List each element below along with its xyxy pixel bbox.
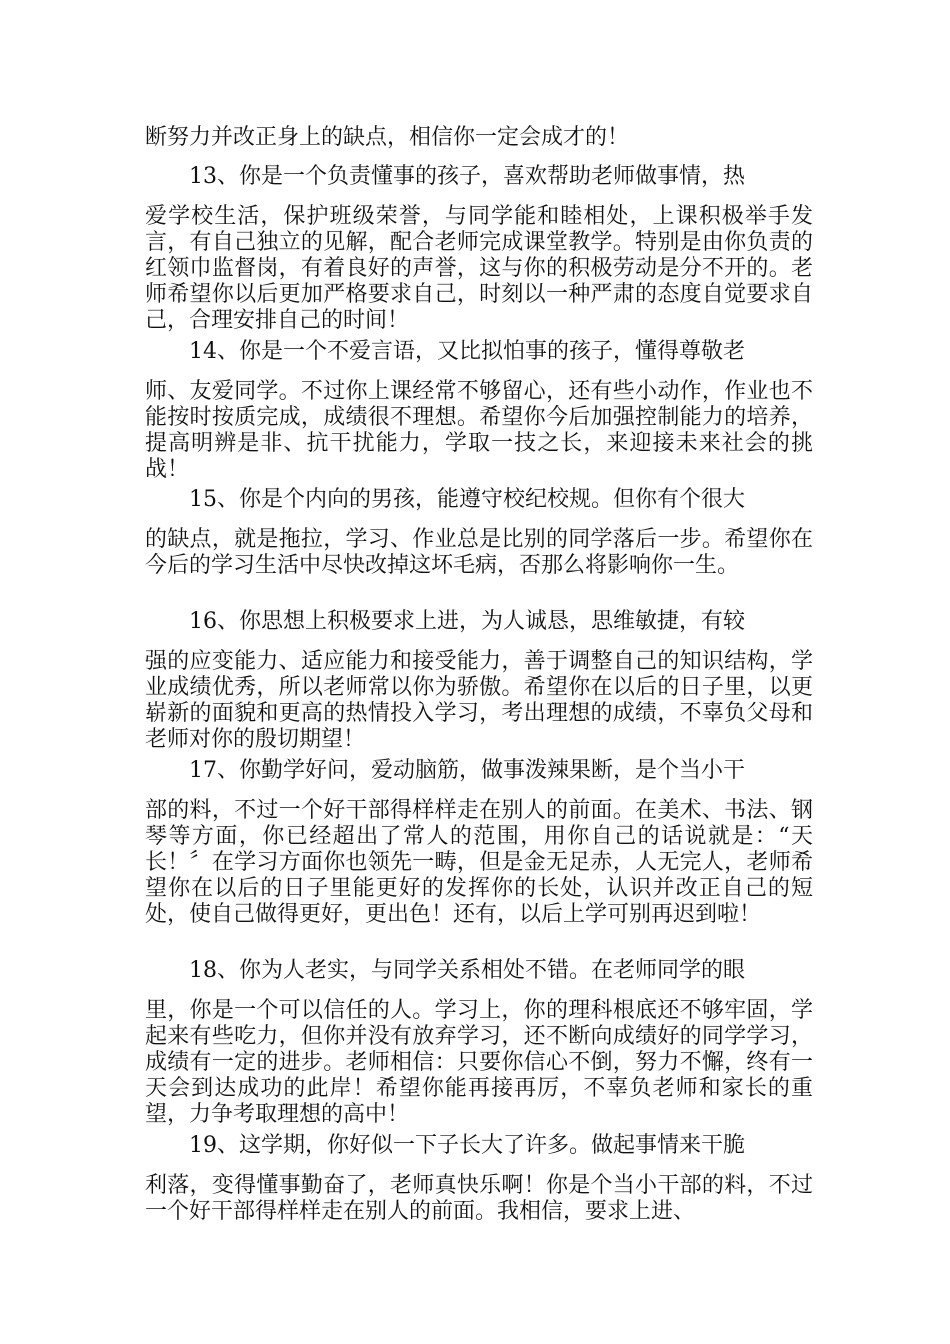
- paragraph-first-line: 18、你为人老实，与同学关系相处不错。在老师同学的眼: [189, 958, 745, 983]
- paragraph-body: 师、友爱同学。不过你上课经常不够留心，还有些小动作，作业也不能按时按质完成，成绩很不理想。希望你今后加强控制能力的培养，提高明辨是非、抗干扰能力，学取一技之长，来迎接未来社会的挑战！: [145, 379, 813, 482]
- paragraph-19: [145, 1131, 813, 1225]
- paragraph-15: [145, 485, 813, 579]
- paragraph-body: 强的应变能力、适应能力和接受能力，善于调整自己的知识结构，学业成绩优秀，所以老师常以你为骄傲。希望你在以后的日子里，以更崭新的面貌和更高的热情投入学习，考出理想的成绩，不辜负父母和老师对你的殷切期望！: [145, 649, 813, 752]
- paragraph-body: 利落，变得懂事勤奋了，老师真快乐啊！你是个当小干部的料，不过一个好干部得样样走在别人的前面。我相信，要求上进、: [145, 1173, 813, 1224]
- paragraph-first-line: 19、这学期，你好似一下子长大了许多。做起事情来干脆: [189, 1133, 745, 1158]
- paragraph-body: 爱学校生活，保护班级荣誉，与同学能和睦相处，上课积极举手发言，有自己独立的见解，配合老师完成课堂教学。特别是由你负责的红领巾监督岗，有着良好的声誉，这与你的积极劳动是分不开的。老师希望你以后更加严格要求自己，时刻以一种严肃的态度自觉要求自己，合理安排自己的时间！: [145, 204, 813, 333]
- paragraph-first-line: 17、你勤学好问，爱动脑筋，做事泼辣果断，是个当小干: [189, 758, 745, 783]
- paragraph-body: 部的料，不过一个好干部得样样走在别人的前面。在美术、书法、钢琴等方面，你已经超出了常人的范围，用你自己的话说就是：“天长！〞在学习方面你也领先一畴，但是金无足赤，人无完人，老师希望你在以后的日子里能更好的发挥你的长处，认识并改正自己的短处，使自己做得更好，更出色！还有，以后上学可别再迟到啦！: [145, 798, 813, 927]
- paragraph-body: 里，你是一个可以信任的人。学习上，你的理科根底还不够牢固，学起来有些吃力，但你并没有放弃学习，还不断向成绩好的同学学习，成绩有一定的进步。老师相信：只要你信心不倒，努力不懈，终有一天会到达成功的此岸！希望你能再接再厉，不辜负老师和家长的重望，力争考取理想的高中！: [145, 998, 813, 1127]
- continuation-line: 断努力并改正身上的缺点，相信你一定会成才的！: [145, 125, 630, 150]
- paragraph-first-line: 13、你是一个负责懂事的孩子，喜欢帮助老师做事情，热: [189, 164, 745, 189]
- paragraph-13: [145, 162, 813, 334]
- paragraph-first-line: 15、你是个内向的男孩，能遵守校纪校规。但你有个很大: [189, 487, 745, 512]
- continuation-paragraph: [145, 123, 813, 152]
- paragraph-18: [145, 956, 813, 1128]
- paragraph-body: 的缺点，就是拖拉，学习、作业总是比别的同学落后一步。希望你在今后的学习生活中尽快改掉这坏毛病，否那么将影响你一生。: [145, 527, 813, 578]
- paragraph-first-line: 14、你是一个不爱言语，又比拟怕事的孩子，懂得尊敬老: [189, 339, 745, 364]
- paragraph-14: [145, 337, 813, 483]
- paragraph-first-line: 16、你思想上积极要求上进，为人诚恳，思维敏捷，有较: [189, 609, 745, 634]
- paragraph-17: [145, 756, 813, 928]
- paragraph-16: [145, 607, 813, 753]
